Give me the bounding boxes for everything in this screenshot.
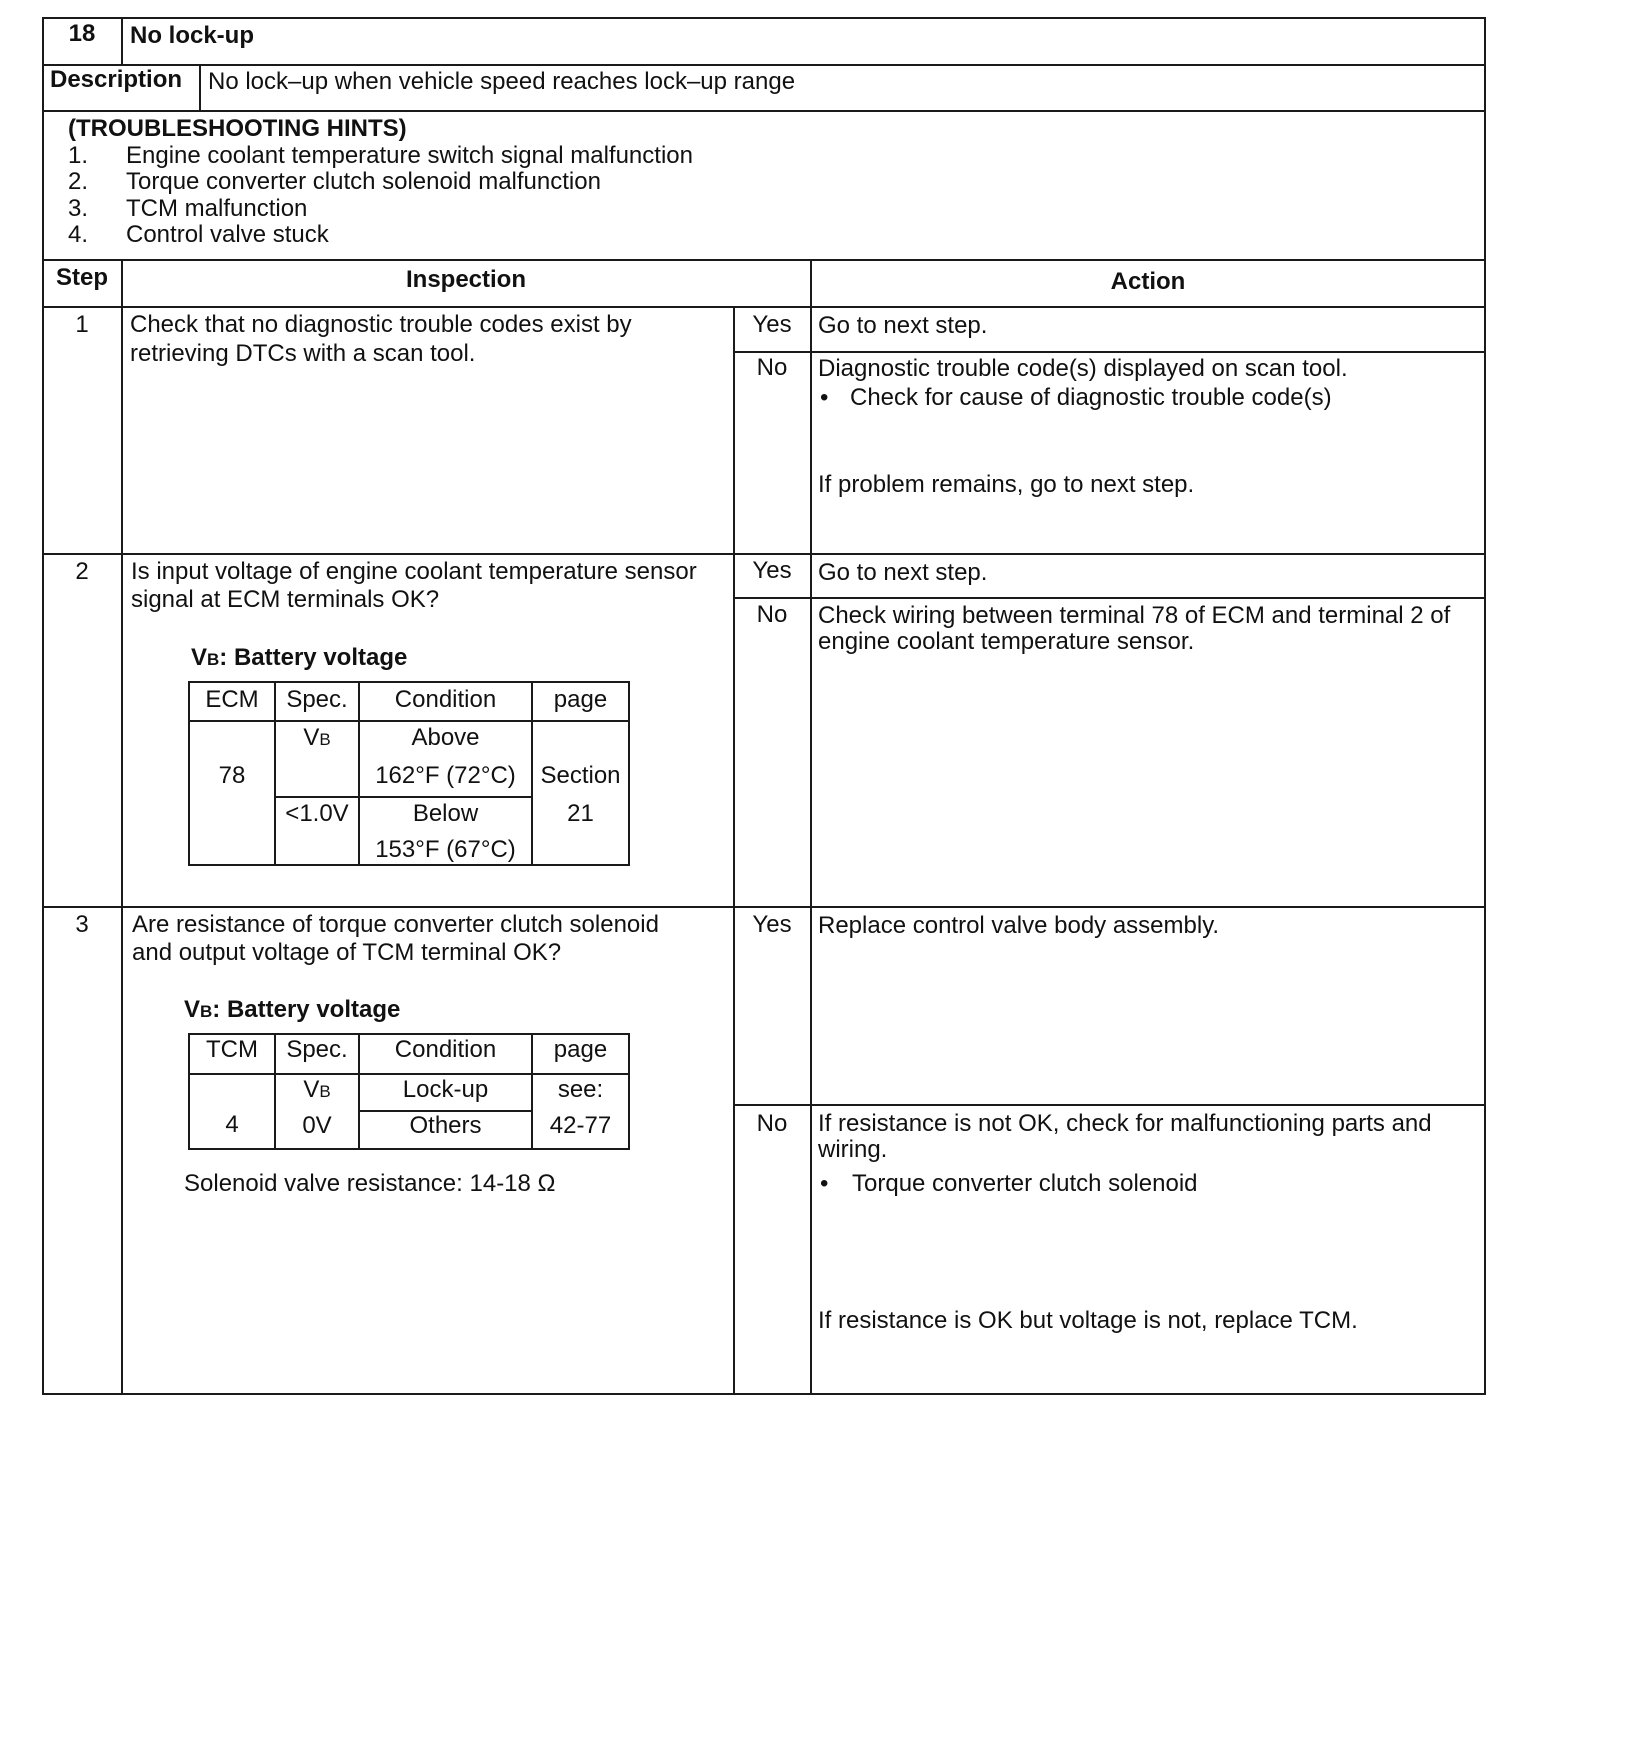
hint-text: Torque converter clutch solenoid malfunction — [126, 168, 601, 195]
no-action-bullet: Check for cause of diagnostic trouble code(s) — [850, 384, 1332, 411]
yes-action: Go to next step. — [818, 312, 988, 339]
no-action: If problem remains, go to next step. — [818, 471, 1195, 498]
table-header: Spec. — [286, 1036, 348, 1063]
hint-number: 2. — [68, 168, 89, 195]
page-reference: Section — [540, 762, 621, 789]
yes-action: Go to next step. — [818, 559, 988, 586]
hints-title: (TROUBLESHOOTING HINTS) — [68, 115, 407, 142]
no-label: No — [756, 354, 788, 381]
inspection-text: and output voltage of TCM terminal OK? — [132, 939, 562, 966]
solenoid-resistance-spec: Solenoid valve resistance: 14-18 Ω — [184, 1170, 556, 1197]
procedure-number: 18 — [68, 20, 96, 47]
battery-voltage-note: VB: Battery voltage — [184, 996, 401, 1023]
no-action: Check wiring between terminal 78 of ECM and terminal 2 of — [818, 602, 1451, 629]
column-header-action: Action — [1110, 268, 1186, 295]
table-header: page — [553, 686, 608, 713]
inspection-text: Check that no diagnostic trouble codes exist by — [130, 311, 632, 338]
tcm-terminal: 4 — [225, 1111, 239, 1138]
inspection-text: retrieving DTCs with a scan tool. — [130, 340, 476, 367]
yes-action: Replace control valve body assembly. — [818, 912, 1220, 939]
no-action-bullet: Torque converter clutch solenoid — [852, 1170, 1198, 1197]
condition-value: 153°F (67°C) — [375, 836, 516, 863]
inspection-text: signal at ECM terminals OK? — [131, 586, 440, 613]
hint-text: Engine coolant temperature switch signal malfunction — [126, 142, 693, 169]
condition-value: Others — [409, 1112, 482, 1139]
spec-value: VB — [303, 724, 331, 751]
description-label: Description — [50, 66, 183, 93]
no-label: No — [756, 601, 788, 628]
condition-value: 162°F (72°C) — [375, 762, 516, 789]
step-number: 3 — [75, 911, 89, 938]
table-header: page — [553, 1036, 608, 1063]
ecm-terminal: 78 — [218, 762, 246, 789]
column-header-inspection: Inspection — [405, 266, 526, 293]
hint-text: TCM malfunction — [126, 195, 308, 222]
inspection-text: Is input voltage of engine coolant temperature sensor — [131, 558, 697, 585]
table-header: ECM — [205, 686, 259, 713]
table-header: Condition — [394, 686, 497, 713]
inspection-text: Are resistance of torque converter clutch solenoid — [132, 911, 659, 938]
step-number: 2 — [75, 558, 89, 585]
battery-voltage-note: VB: Battery voltage — [191, 644, 408, 671]
bullet-icon: • — [820, 1170, 829, 1197]
hint-number: 3. — [68, 195, 89, 222]
yes-label: Yes — [752, 557, 792, 584]
page-reference: 21 — [567, 800, 594, 827]
table-header: TCM — [206, 1036, 258, 1063]
bullet-icon: • — [820, 384, 829, 411]
page-reference: see: — [557, 1076, 604, 1103]
table-header: Spec. — [286, 686, 348, 713]
spec-value: 0V — [302, 1112, 332, 1139]
spec-value: <1.0V — [285, 800, 349, 827]
no-action: Diagnostic trouble code(s) displayed on scan tool. — [818, 355, 1348, 382]
column-header-step: Step — [55, 264, 108, 291]
no-action: wiring. — [818, 1136, 888, 1163]
page-reference: 42-77 — [549, 1112, 612, 1139]
condition-value: Above — [411, 724, 480, 751]
description-text: No lock–up when vehicle speed reaches lock–up range — [208, 68, 796, 95]
yes-label: Yes — [752, 311, 792, 338]
hint-number: 1. — [68, 142, 89, 169]
procedure-title: No lock-up — [130, 22, 254, 49]
table-header: Condition — [394, 1036, 497, 1063]
step-number: 1 — [75, 311, 89, 338]
no-action: engine coolant temperature sensor. — [818, 628, 1195, 655]
yes-label: Yes — [752, 911, 792, 938]
spec-value: VB — [303, 1076, 331, 1103]
hint-text: Control valve stuck — [126, 221, 329, 248]
no-label: No — [756, 1110, 788, 1137]
condition-value: Lock-up — [402, 1076, 489, 1103]
no-action: If resistance is OK but voltage is not, replace TCM. — [818, 1307, 1358, 1334]
condition-value: Below — [412, 800, 479, 827]
no-action: If resistance is not OK, check for malfunctioning parts and — [818, 1110, 1432, 1137]
hint-number: 4. — [68, 221, 89, 248]
